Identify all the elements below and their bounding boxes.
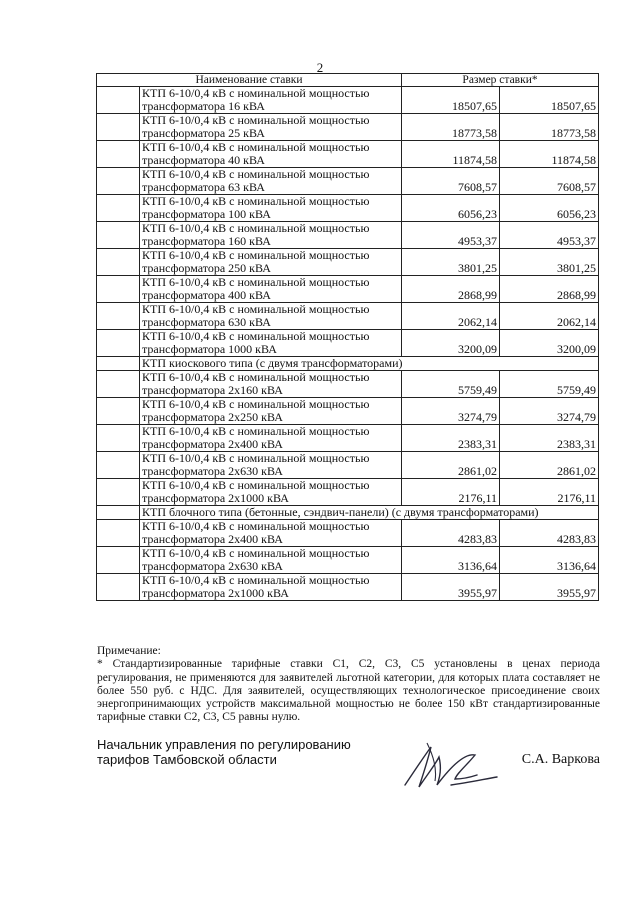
blank-cell: [97, 303, 140, 330]
rate-name-line2: трансформатора 160 кВА: [142, 234, 271, 248]
rate-value-1: 18507,65: [402, 87, 500, 114]
rate-name-line1: КТП 6-10/0,4 кВ с номинальной мощностью: [142, 221, 370, 235]
signature-block: [97, 735, 600, 805]
table-row: [97, 222, 599, 249]
rate-name-cell: [140, 222, 402, 249]
blank-cell: [97, 330, 140, 357]
note-text: * Стандартизированные тарифные ставки С1, С2, С3, С5 установлены в ценах периода регулирования, не применяются для заявителей льготной категории, для которых плата составляет не более 550 руб. с НДС. Для заявителей, осуществляющих технологическое присоединение своих энергопринимающих устройств максимальной мощностью не более 150 кВт стандартизированные тарифные ставки С2, С3, С5 равны нулю.: [97, 658, 600, 724]
rate-name-line2: трансформатора 2х400 кВА: [142, 532, 283, 546]
rate-name-cell: [140, 398, 402, 425]
rate-value-2: 2868,99: [500, 276, 599, 303]
rate-value-2: 2062,14: [500, 303, 599, 330]
rate-name-line2: трансформатора 16 кВА: [142, 99, 265, 113]
section-title: КТП блочного типа (бетонные, сэндвич-панели) (с двумя трансформаторами): [140, 506, 599, 520]
rate-name-line2: трансформатора 100 кВА: [142, 207, 271, 221]
rate-value-1: 2868,99: [402, 276, 500, 303]
table-row: [97, 276, 599, 303]
rate-name-line2: трансформатора 2х250 кВА: [142, 410, 283, 424]
rate-value-2: 3801,25: [500, 249, 599, 276]
blank-cell: [97, 547, 140, 574]
rate-name-line2: трансформатора 1000 кВА: [142, 342, 277, 356]
signatory-position-line1: Начальник управления по регулированию: [97, 737, 351, 752]
rate-value-1: 3955,97: [402, 574, 500, 601]
table-row: [97, 371, 599, 398]
rate-value-1: 4953,37: [402, 222, 500, 249]
rate-value-1: 3274,79: [402, 398, 500, 425]
rate-value-1: 2176,11: [402, 479, 500, 506]
rate-name-cell: [140, 547, 402, 574]
rate-name-line1: КТП 6-10/0,4 кВ с номинальной мощностью: [142, 248, 370, 262]
rate-value-2: 11874,58: [500, 141, 599, 168]
rate-name-cell: [140, 330, 402, 357]
rate-name-line2: трансформатора 2х630 кВА: [142, 559, 283, 573]
rate-value-2: 4283,83: [500, 520, 599, 547]
blank-cell: [97, 479, 140, 506]
section-row: [97, 357, 599, 371]
rate-name-line1: КТП 6-10/0,4 кВ с номинальной мощностью: [142, 451, 370, 465]
blank-cell: [97, 87, 140, 114]
blank-cell: [97, 357, 140, 371]
rate-name-cell: [140, 303, 402, 330]
rate-value-1: 2383,31: [402, 425, 500, 452]
rate-name-line2: трансформатора 2х1000 кВА: [142, 586, 289, 600]
rate-value-2: 5759,49: [500, 371, 599, 398]
rate-name-line2: трансформатора 2х1000 кВА: [142, 491, 289, 505]
table-row: [97, 141, 599, 168]
rate-name-line1: КТП 6-10/0,4 кВ с номинальной мощностью: [142, 113, 370, 127]
rate-name-cell: [140, 276, 402, 303]
rate-name-line1: КТП 6-10/0,4 кВ с номинальной мощностью: [142, 167, 370, 181]
blank-cell: [97, 574, 140, 601]
header-rate-size: Размер ставки*: [402, 74, 599, 87]
rate-value-2: 6056,23: [500, 195, 599, 222]
rate-value-1: 2062,14: [402, 303, 500, 330]
rate-name-cell: [140, 141, 402, 168]
rate-name-line1: КТП 6-10/0,4 кВ с номинальной мощностью: [142, 424, 370, 438]
table-row: [97, 114, 599, 141]
page-number: 2: [316, 60, 324, 75]
rate-value-1: 11874,58: [402, 141, 500, 168]
rate-name-cell: [140, 114, 402, 141]
rate-name-line2: трансформатора 2х630 кВА: [142, 464, 283, 478]
blank-cell: [97, 114, 140, 141]
blank-cell: [97, 222, 140, 249]
rate-value-2: 4953,37: [500, 222, 599, 249]
rate-value-2: 3136,64: [500, 547, 599, 574]
blank-cell: [97, 506, 140, 520]
rate-name-cell: [140, 452, 402, 479]
rate-name-line1: КТП 6-10/0,4 кВ с номинальной мощностью: [142, 573, 370, 587]
rate-name-line2: трансформатора 63 кВА: [142, 180, 265, 194]
tariff-rates-table: [96, 73, 599, 601]
header-rate-name: Наименование ставки: [97, 74, 402, 87]
rate-name-cell: [140, 425, 402, 452]
rate-value-1: 3136,64: [402, 547, 500, 574]
section-title: КТП киоскового типа (с двумя трансформаторами): [140, 357, 599, 371]
rate-value-2: 18507,65: [500, 87, 599, 114]
blank-cell: [97, 276, 140, 303]
table-row: [97, 195, 599, 222]
blank-cell: [97, 371, 140, 398]
rate-name-cell: [140, 479, 402, 506]
table-row: [97, 547, 599, 574]
rate-value-1: 18773,58: [402, 114, 500, 141]
rate-name-line1: КТП 6-10/0,4 кВ с номинальной мощностью: [142, 140, 370, 154]
rate-name-line1: КТП 6-10/0,4 кВ с номинальной мощностью: [142, 397, 370, 411]
table-row: [97, 452, 599, 479]
table-row: [97, 330, 599, 357]
rate-value-2: 18773,58: [500, 114, 599, 141]
table-row: [97, 249, 599, 276]
rate-name-line1: КТП 6-10/0,4 кВ с номинальной мощностью: [142, 519, 370, 533]
rate-name-line1: КТП 6-10/0,4 кВ с номинальной мощностью: [142, 478, 370, 492]
rate-name-line1: КТП 6-10/0,4 кВ с номинальной мощностью: [142, 86, 370, 100]
rate-name-cell: [140, 249, 402, 276]
table-row: [97, 520, 599, 547]
blank-cell: [97, 452, 140, 479]
blank-cell: [97, 425, 140, 452]
rate-name-line1: КТП 6-10/0,4 кВ с номинальной мощностью: [142, 194, 370, 208]
table-row: [97, 398, 599, 425]
rate-name-cell: [140, 195, 402, 222]
note-block: [97, 645, 600, 725]
table-row: [97, 168, 599, 195]
signatory-position-line2: тарифов Тамбовской области: [97, 752, 277, 767]
rate-value-1: 5759,49: [402, 371, 500, 398]
rate-name-cell: [140, 371, 402, 398]
rate-value-2: 3200,09: [500, 330, 599, 357]
rate-name-line1: КТП 6-10/0,4 кВ с номинальной мощностью: [142, 546, 370, 560]
section-row: [97, 506, 599, 520]
rate-value-2: 3274,79: [500, 398, 599, 425]
blank-cell: [97, 249, 140, 276]
rate-name-line2: трансформатора 630 кВА: [142, 315, 271, 329]
rate-name-line1: КТП 6-10/0,4 кВ с номинальной мощностью: [142, 275, 370, 289]
rate-value-1: 7608,57: [402, 168, 500, 195]
rate-value-2: 3955,97: [500, 574, 599, 601]
rate-name-line2: трансформатора 2х400 кВА: [142, 437, 283, 451]
rate-name-cell: [140, 168, 402, 195]
blank-cell: [97, 520, 140, 547]
rate-value-1: 2861,02: [402, 452, 500, 479]
rate-name-line2: трансформатора 25 кВА: [142, 126, 265, 140]
rate-value-2: 7608,57: [500, 168, 599, 195]
blank-cell: [97, 195, 140, 222]
rate-name-line1: КТП 6-10/0,4 кВ с номинальной мощностью: [142, 329, 370, 343]
rate-name-cell: [140, 87, 402, 114]
rate-value-1: 4283,83: [402, 520, 500, 547]
rate-value-1: 6056,23: [402, 195, 500, 222]
table-row: [97, 303, 599, 330]
table-body: [97, 87, 599, 601]
rate-value-1: 3801,25: [402, 249, 500, 276]
rate-name-cell: [140, 574, 402, 601]
table-header-row: [97, 74, 599, 87]
signatory-position: [97, 737, 387, 767]
table-row: [97, 574, 599, 601]
rate-value-2: 2861,02: [500, 452, 599, 479]
rate-name-line2: трансформатора 2х160 кВА: [142, 383, 283, 397]
rate-name-cell: [140, 520, 402, 547]
table-row: [97, 87, 599, 114]
rate-value-1: 3200,09: [402, 330, 500, 357]
table-row: [97, 425, 599, 452]
rate-name-line1: КТП 6-10/0,4 кВ с номинальной мощностью: [142, 302, 370, 316]
note-title: Примечание:: [97, 645, 161, 657]
rate-name-line2: трансформатора 400 кВА: [142, 288, 271, 302]
blank-cell: [97, 141, 140, 168]
rate-value-2: 2383,31: [500, 425, 599, 452]
rate-name-line1: КТП 6-10/0,4 кВ с номинальной мощностью: [142, 370, 370, 384]
blank-cell: [97, 398, 140, 425]
rate-name-line2: трансформатора 250 кВА: [142, 261, 271, 275]
blank-cell: [97, 168, 140, 195]
signatory-name: С.А. Варкова: [521, 752, 600, 767]
handwritten-signature: [397, 735, 507, 795]
table-row: [97, 479, 599, 506]
rate-name-line2: трансформатора 40 кВА: [142, 153, 265, 167]
rate-value-2: 2176,11: [500, 479, 599, 506]
